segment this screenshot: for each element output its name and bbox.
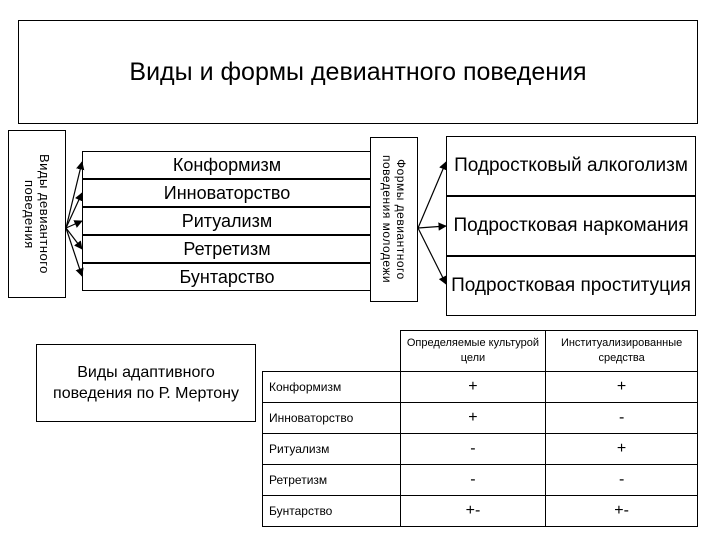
youth-forms-label-box bbox=[370, 137, 418, 302]
row-name: Ретретизм bbox=[263, 465, 401, 496]
form-label: Подростковая наркомания bbox=[453, 215, 689, 236]
youth-forms-label: Формы девиантного поведения молодежи bbox=[380, 155, 408, 284]
table-row bbox=[263, 465, 698, 496]
table-row bbox=[263, 434, 698, 465]
means-mark: + bbox=[546, 434, 698, 465]
merton-table bbox=[262, 330, 698, 527]
means-mark: +- bbox=[546, 496, 698, 527]
deviance-types-label: Виды девиантного поведения bbox=[22, 154, 52, 274]
row-name: Бунтарство bbox=[263, 496, 401, 527]
type-label: Ритуализм bbox=[181, 210, 273, 231]
type-box-ritualism bbox=[82, 207, 372, 235]
deviance-types-label-box bbox=[8, 130, 66, 298]
form-label: Подростковая проституция bbox=[451, 275, 691, 296]
arrow-to-ritualism bbox=[66, 221, 82, 228]
arrow-to-alcoholism bbox=[418, 162, 446, 228]
means-mark: - bbox=[546, 465, 698, 496]
row-name: Инноваторство bbox=[263, 403, 401, 434]
type-box-retreatism bbox=[82, 235, 372, 263]
row-name: Ритуализм bbox=[263, 434, 401, 465]
goals-mark: - bbox=[400, 434, 546, 465]
means-mark: - bbox=[546, 403, 698, 434]
arrow-to-retreatism bbox=[66, 228, 82, 249]
form-box-prostitution bbox=[446, 256, 696, 316]
table-row bbox=[263, 496, 698, 527]
arrow-to-innovation bbox=[66, 193, 82, 228]
header-means: Институализированные средства bbox=[546, 331, 698, 372]
adaptive-behavior-label: Виды адаптивного поведения по Р. Мертону bbox=[53, 364, 239, 402]
arrow-to-drug-addiction bbox=[418, 226, 446, 228]
form-box-drug-addiction bbox=[446, 196, 696, 256]
type-box-conformism bbox=[82, 151, 372, 179]
title-box bbox=[18, 20, 698, 124]
type-label: Конформизм bbox=[172, 154, 282, 175]
header-goals: Определяемые культурой цели bbox=[400, 331, 546, 372]
row-name: Конформизм bbox=[263, 372, 401, 403]
goals-mark: + bbox=[400, 372, 546, 403]
form-label: Подростковый алкоголизм bbox=[454, 155, 688, 176]
type-box-rebellion bbox=[82, 263, 372, 291]
table-row bbox=[263, 403, 698, 434]
goals-mark: + bbox=[400, 403, 546, 434]
type-box-innovation bbox=[82, 179, 372, 207]
table-row bbox=[263, 372, 698, 403]
type-label: Бунтарство bbox=[179, 266, 275, 287]
goals-mark: +- bbox=[400, 496, 546, 527]
adaptive-behavior-box bbox=[36, 344, 256, 422]
table-header-row bbox=[263, 331, 698, 372]
form-box-alcoholism bbox=[446, 136, 696, 196]
type-label: Ретретизм bbox=[183, 238, 271, 259]
means-mark: + bbox=[546, 372, 698, 403]
diagram-title: Виды и формы девиантного поведения bbox=[129, 57, 587, 86]
arrow-to-prostitution bbox=[418, 228, 446, 284]
header-blank-cell bbox=[263, 331, 401, 372]
arrow-to-rebellion bbox=[66, 228, 82, 276]
goals-mark: - bbox=[400, 465, 546, 496]
arrow-to-conformism bbox=[66, 162, 82, 228]
type-label: Инноваторство bbox=[163, 182, 291, 203]
